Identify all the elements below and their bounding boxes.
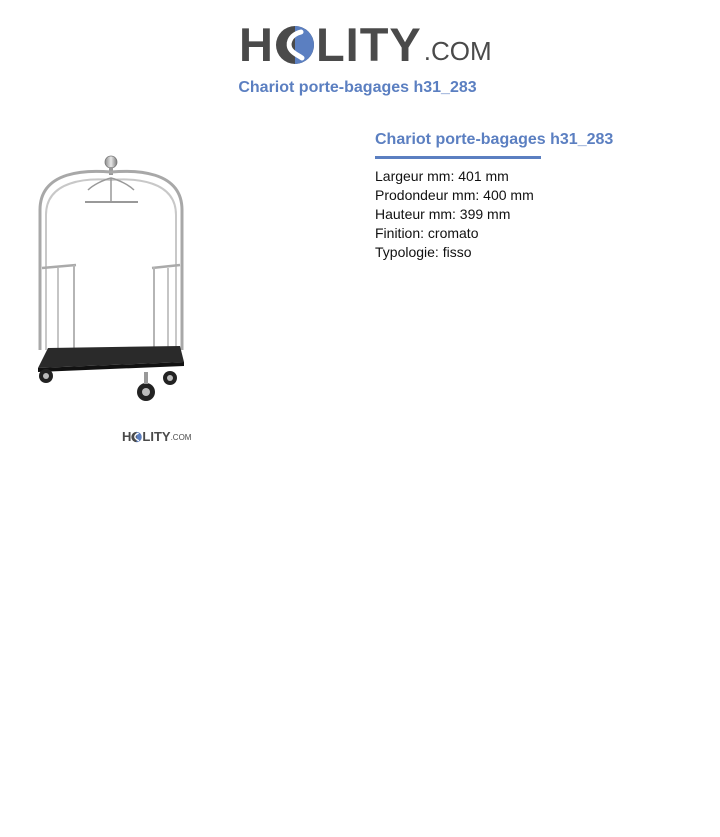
holity-small-logo: [122, 430, 191, 443]
small-logo-suffix: .COM: [170, 433, 192, 442]
small-logo-letter-h: H: [122, 429, 132, 444]
luggage-cart-image: [28, 150, 193, 408]
logo-letters-lity: LITY: [315, 18, 422, 71]
logo-wordmark: [239, 18, 422, 71]
product-details: [375, 131, 695, 262]
spec-depth: Prodondeur mm: 400 mm: [375, 187, 534, 203]
logo-suffix: .COM: [423, 36, 492, 66]
small-logo-letters-lity: LITY: [142, 429, 171, 444]
logo-letter-h: H: [239, 18, 274, 71]
spec-width: Largeur mm: 401 mm: [375, 168, 509, 184]
title-underline: [375, 156, 541, 159]
product-title: Chariot porte-bagages h31_283: [375, 131, 614, 148]
small-logo-wordmark: [122, 430, 171, 443]
spec-height: Hauteur mm: 399 mm: [375, 206, 511, 222]
page-title: Chariot porte-bagages h31_283: [238, 79, 477, 96]
spec-type: Typologie: fisso: [375, 244, 472, 260]
logo-o-icon: [275, 23, 315, 67]
small-logo-o-icon: [131, 431, 142, 443]
holity-logo[interactable]: [239, 12, 492, 71]
spec-finish: Finition: cromato: [375, 225, 479, 241]
